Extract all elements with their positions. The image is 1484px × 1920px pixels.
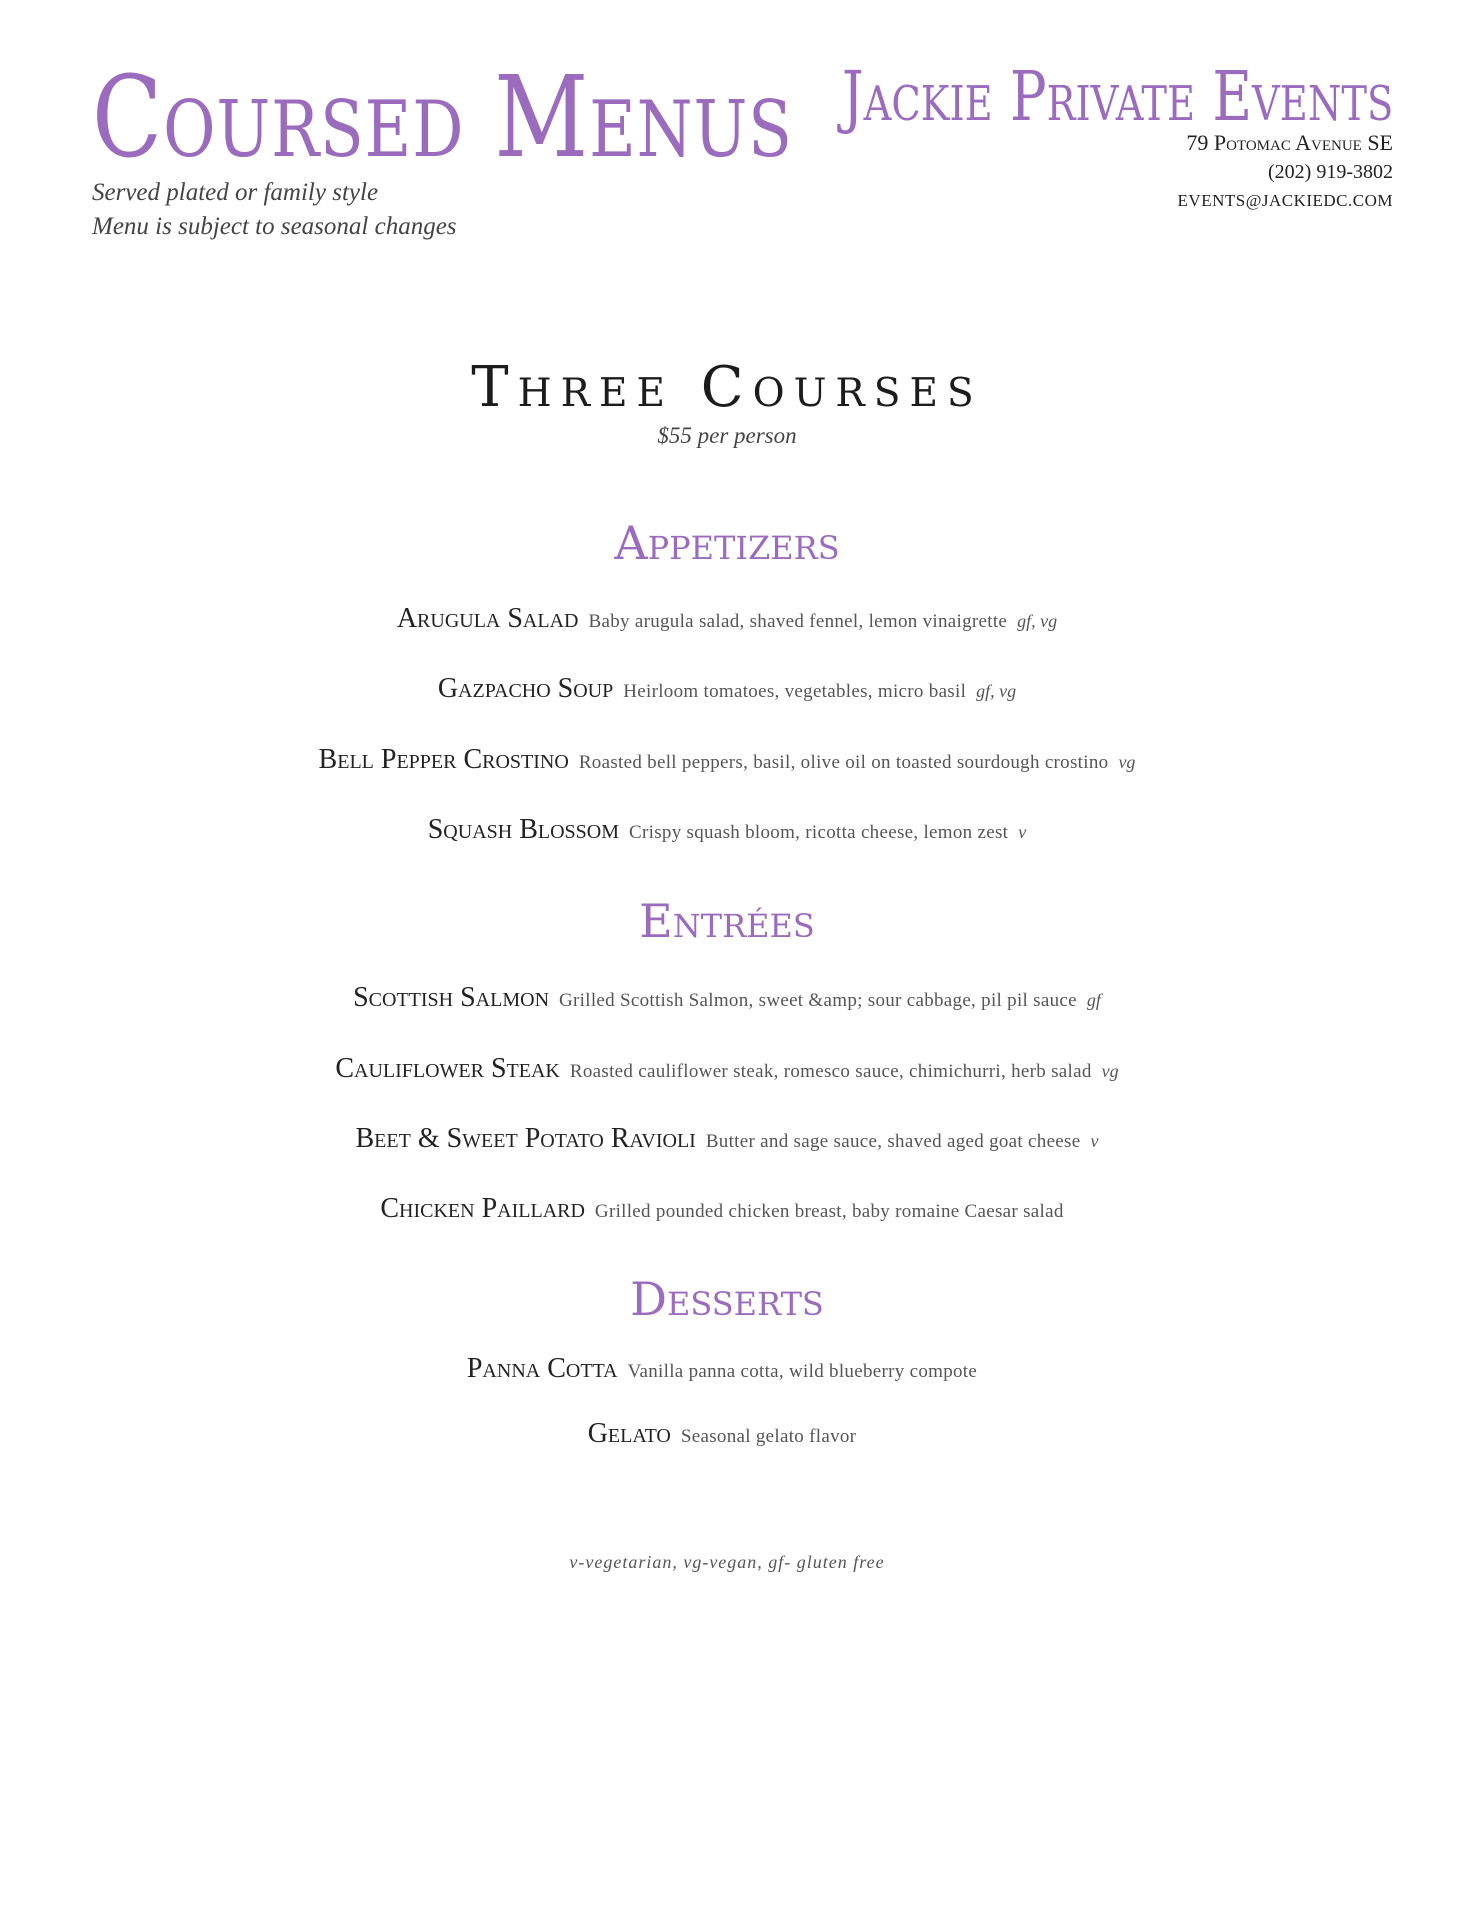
dietary-tag: v <box>1018 822 1027 842</box>
section-heading-desserts: Desserts <box>630 1272 824 1326</box>
item-description: Crispy squash bloom, ricotta cheese, lemon zest <box>629 822 1009 843</box>
item-name: Cauliflower Steak <box>335 1053 560 1084</box>
email-address: EVENTS@JACKIEDC.COM <box>1177 191 1393 210</box>
price: $55 per person <box>657 423 797 448</box>
item-description: Grilled pounded chicken breast, baby romaine Caesar salad <box>594 1201 1064 1222</box>
phone-number: (202) 919-3802 <box>1268 161 1393 183</box>
item-name: Arugula Salad <box>396 603 579 634</box>
item-description: Seasonal gelato flavor <box>680 1426 857 1447</box>
item-description: Butter and sage sauce, shaved aged goat cheese <box>705 1131 1081 1152</box>
menu-item <box>0 1195 1454 1223</box>
item-description: Baby arugula salad, shaved fennel, lemon vinaigrette <box>588 611 1008 632</box>
menu-item <box>0 984 1454 1012</box>
menu-item <box>0 1355 1454 1383</box>
course-title: Three Courses <box>471 355 983 420</box>
item-description: Grilled Scottish Salmon, sweet &amp; sour cabbage, pil pil sauce <box>559 990 1077 1011</box>
menu-item <box>0 1125 1454 1153</box>
menu-item <box>0 1055 1454 1083</box>
section-heading-appetizers: Appetizers <box>614 516 840 570</box>
item-name: Chicken Paillard <box>380 1193 585 1224</box>
page-title: Coursed Menus <box>92 53 793 183</box>
menu-item <box>0 746 1454 774</box>
item-name: Gazpacho Soup <box>437 673 614 704</box>
dietary-tag: gf, vg <box>1017 611 1058 631</box>
item-name: Panna Cotta <box>466 1353 618 1384</box>
seasonal-note: Menu is subject to seasonal changes <box>92 213 457 240</box>
dietary-tag: gf, vg <box>976 681 1017 701</box>
item-name: Squash Blossom <box>427 814 620 845</box>
address: 79 Potomac Avenue SE <box>1186 130 1393 155</box>
item-description: Roasted bell peppers, basil, olive oil on toasted sourdough crostino <box>578 752 1109 773</box>
dietary-tag: gf <box>1086 990 1101 1010</box>
dietary-legend: v-vegetarian, vg-vegan, gf- gluten free <box>569 1552 885 1572</box>
menu-item <box>0 816 1454 844</box>
item-name: Bell Pepper Crostino <box>318 744 569 775</box>
menu-item <box>0 1420 1454 1448</box>
dietary-tag: vg <box>1118 752 1136 772</box>
item-description: Vanilla panna cotta, wild blueberry compote <box>627 1361 978 1382</box>
dietary-tag: vg <box>1101 1061 1119 1081</box>
service-note: Served plated or family style <box>92 179 379 206</box>
item-name: Gelato <box>587 1418 671 1449</box>
section-heading-entrees: Entrées <box>639 894 815 948</box>
dietary-tag: v <box>1090 1131 1099 1151</box>
menu-item <box>0 605 1454 633</box>
item-name: Beet & Sweet Potato Ravioli <box>355 1123 696 1154</box>
item-description: Roasted cauliflower steak, romesco sauce, chimichurri, herb salad <box>569 1061 1092 1082</box>
item-description: Heirloom tomatoes, vegetables, micro basil <box>623 681 967 702</box>
brand-name: Jackie Private Events <box>841 58 1393 137</box>
item-name: Scottish Salmon <box>353 982 550 1013</box>
menu-item <box>0 675 1454 703</box>
